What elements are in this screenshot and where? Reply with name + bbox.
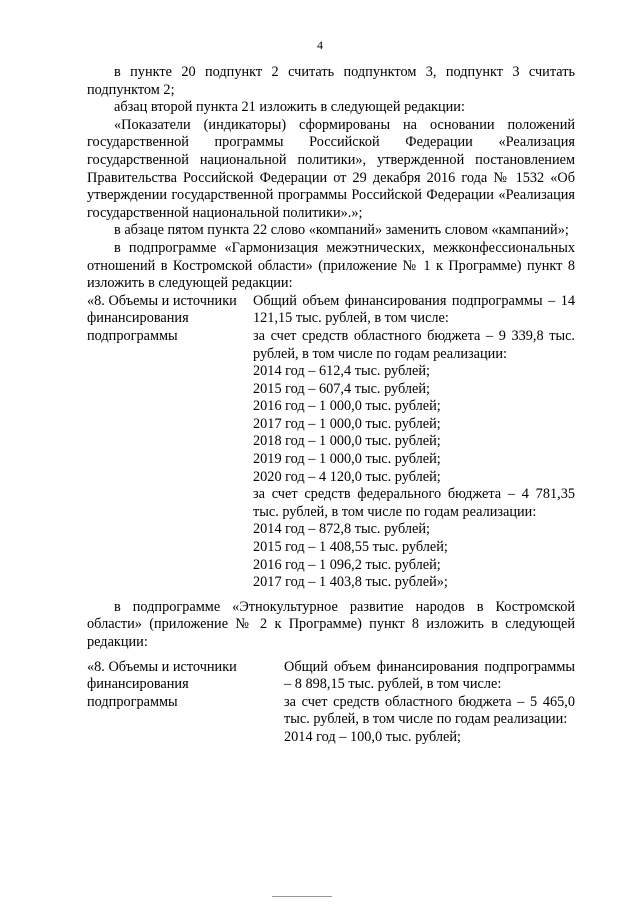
year-line: 2014 год – 872,8 тыс. рублей; (253, 521, 431, 538)
page-number: 4 (317, 38, 323, 52)
year-line: 2017 год – 1 403,8 тыс. рублей»; (253, 574, 448, 591)
year-line: 2014 год – 612,4 тыс. рублей; (253, 363, 431, 380)
federal-budget-intro: за счет средств федерального бюджета – 4 781,35 тыс. рублей, в том числе по годам реализации: (253, 486, 575, 520)
paragraph-3: «Показатели (индикаторы) сформированы на основании положений государственной программы Российской Федерации «Реализация государственной национальной политики», утвержденной постановлением Правительства Российской Федерации от 29 декабря 2016 года № 1532 «Об утверждении государственной программы Российской Федерации «Реализация государственной национальной политики».»; (87, 116, 575, 221)
document-body (87, 64, 575, 747)
paragraph-2: абзац второй пункта 21 изложить в следующей редакции: (114, 99, 465, 116)
regional-budget-intro: за счет средств областного бюджета – 9 339,8 тыс. рублей, в том числе по годам реализации: (253, 327, 575, 362)
financing-table-1-content (253, 293, 575, 592)
financing-table-2-content (284, 659, 575, 747)
paragraph-6: в подпрограмме «Этнокультурное развитие народов в Костромской области» (приложение № 2 к Программе) пункт 8 изложить в следующей редакции: (87, 598, 575, 650)
financing-total: Общий объем финансирования подпрограммы – 8 898,15 тыс. рублей, в том числе: (284, 658, 575, 693)
paragraph-1: в пункте 20 подпункт 2 считать подпунктом 3, подпункт 3 считать подпунктом 2; (87, 64, 575, 98)
year-line: 2018 год – 1 000,0 тыс. рублей; (253, 433, 441, 450)
year-line: 2016 год – 1 000,0 тыс. рублей; (253, 398, 441, 415)
year-line: 2015 год – 1 408,55 тыс. рублей; (253, 539, 448, 556)
financing-table-1 (87, 293, 575, 592)
paragraph-5: в подпрограмме «Гармонизация межэтнических, межконфессиональных отношений в Костромской области» (приложение № 1 к Программе) пункт 8 изложить в следующей редакции: (87, 239, 575, 292)
paragraph-4: в абзаце пятом пункта 22 слово «компаний» заменить словом «кампаний»; (114, 222, 569, 239)
regional-budget-intro: за счет средств областного бюджета – 5 465,0 тыс. рублей, в том числе по годам реализации: (284, 693, 575, 728)
year-line: 2017 год – 1 000,0 тыс. рублей; (253, 415, 441, 432)
financing-table-1-label: «8. Объемы и источники финансирования подпрограммы (87, 292, 237, 344)
financing-table-2-label: «8. Объемы и источники финансирования подпрограммы (87, 658, 237, 710)
financing-table-2 (87, 659, 575, 747)
year-line: 2015 год – 607,4 тыс. рублей; (253, 380, 431, 397)
bottom-rule (272, 896, 332, 897)
year-line: 2020 год – 4 120,0 тыс. рублей; (253, 468, 441, 485)
year-line: 2014 год – 100,0 тыс. рублей; (284, 728, 462, 745)
year-line: 2016 год – 1 096,2 тыс. рублей; (253, 556, 441, 573)
financing-total: Общий объем финансирования подпрограммы – 14 121,15 тыс. рублей, в том числе: (253, 292, 575, 327)
year-line: 2019 год – 1 000,0 тыс. рублей; (253, 451, 441, 468)
